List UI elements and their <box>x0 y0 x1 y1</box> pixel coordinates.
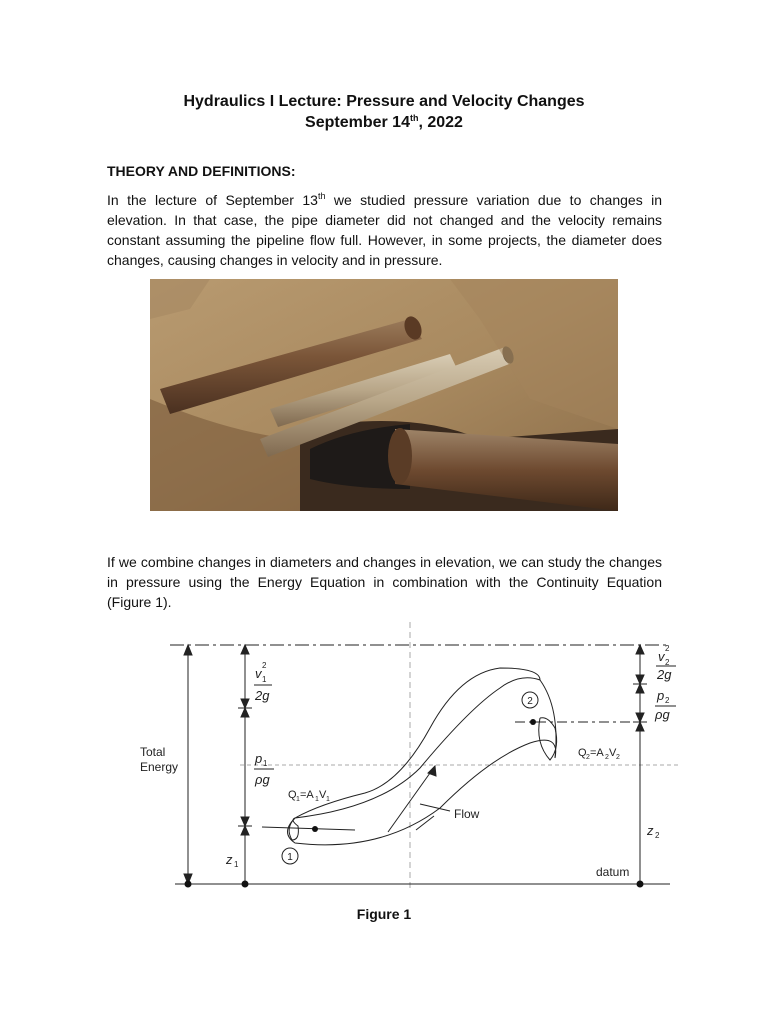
flow-label: Flow <box>454 807 480 821</box>
paragraph-intro-part2: we studied pressure variation due to changes in elevation. In that case, the pipe diameter did not changed and the velocity remains constant assuming the pipeline flow full. However, in some projects, the diameter does changes, causing changes in velocity and in pressure. <box>107 192 663 268</box>
svg-text:1: 1 <box>234 860 239 869</box>
svg-text:2: 2 <box>262 661 267 670</box>
date-superscript: th <box>409 113 419 123</box>
v2-squared-over-2g <box>656 644 676 682</box>
paragraph-intro-superscript: th <box>317 191 326 201</box>
energy-diagram <box>120 618 690 908</box>
svg-text:2: 2 <box>586 754 590 761</box>
svg-text:=A: =A <box>590 747 604 759</box>
point-2-label: 2 <box>527 696 533 707</box>
z2-label <box>646 823 660 840</box>
svg-text:v: v <box>658 649 665 664</box>
svg-text:ρg: ρg <box>655 707 670 722</box>
svg-text:p: p <box>255 751 263 766</box>
title-line-1: Hydraulics I Lecture: Pressure and Velocity Changes <box>183 93 585 110</box>
svg-text:=A: =A <box>300 789 314 801</box>
svg-text:ρg: ρg <box>255 772 270 787</box>
svg-text:1: 1 <box>263 759 268 768</box>
p2-over-rho-g <box>654 688 676 722</box>
point-1-label: 1 <box>287 852 293 863</box>
paragraph-intro-part1: In the lecture of September 13 <box>107 192 318 208</box>
centerline-1 <box>262 827 355 830</box>
svg-text:1: 1 <box>326 796 330 803</box>
svg-text:2: 2 <box>665 696 670 705</box>
figure-caption: Figure 1 <box>356 906 412 922</box>
datum-point-left <box>185 881 192 888</box>
pipe-outline <box>295 668 540 818</box>
svg-text:1: 1 <box>262 675 267 684</box>
datum-label: datum <box>596 865 630 879</box>
svg-text:V: V <box>609 747 617 759</box>
section-1-center <box>312 826 318 832</box>
paragraph-intro <box>107 190 662 270</box>
svg-text:v: v <box>255 666 262 681</box>
svg-text:V: V <box>319 789 327 801</box>
datum-point-2 <box>637 881 644 888</box>
total-energy-label-2: Energy <box>140 760 179 774</box>
svg-text:2: 2 <box>665 658 670 667</box>
paragraph-energy: If we combine changes in diameters and changes in elevation, we can study the changes in pressure using the Energy Equation in combination with the Continuity Equation (Figure 1). <box>107 554 662 610</box>
total-energy-label-1: Total <box>140 745 166 759</box>
p1-over-rho-g <box>254 751 274 787</box>
svg-text:p: p <box>657 688 665 703</box>
svg-text:2: 2 <box>655 831 660 840</box>
section-heading: THEORY AND DEFINITIONS: <box>107 163 296 179</box>
svg-text:2: 2 <box>665 644 670 653</box>
z1-label <box>225 852 239 869</box>
datum-point-1 <box>242 881 249 888</box>
svg-text:Q: Q <box>578 747 587 759</box>
date-text: September 14 <box>305 114 410 131</box>
v1-squared-over-2g <box>254 661 272 703</box>
svg-text:Q: Q <box>288 789 297 801</box>
svg-text:1: 1 <box>315 796 319 803</box>
svg-text:z: z <box>647 823 654 838</box>
pipes-in-trench-photo <box>150 279 618 511</box>
q2-label <box>578 747 620 761</box>
svg-text:z: z <box>226 852 233 867</box>
page-title <box>0 92 768 112</box>
section-2-center <box>530 719 536 725</box>
svg-text:2: 2 <box>616 754 620 761</box>
svg-text:2: 2 <box>605 754 609 761</box>
svg-text:2g: 2g <box>255 688 270 703</box>
svg-text:1: 1 <box>296 796 300 803</box>
page-date <box>0 113 768 133</box>
q1-label <box>288 789 330 803</box>
date-year: , 2022 <box>418 114 463 131</box>
svg-text:2g: 2g <box>657 667 672 682</box>
